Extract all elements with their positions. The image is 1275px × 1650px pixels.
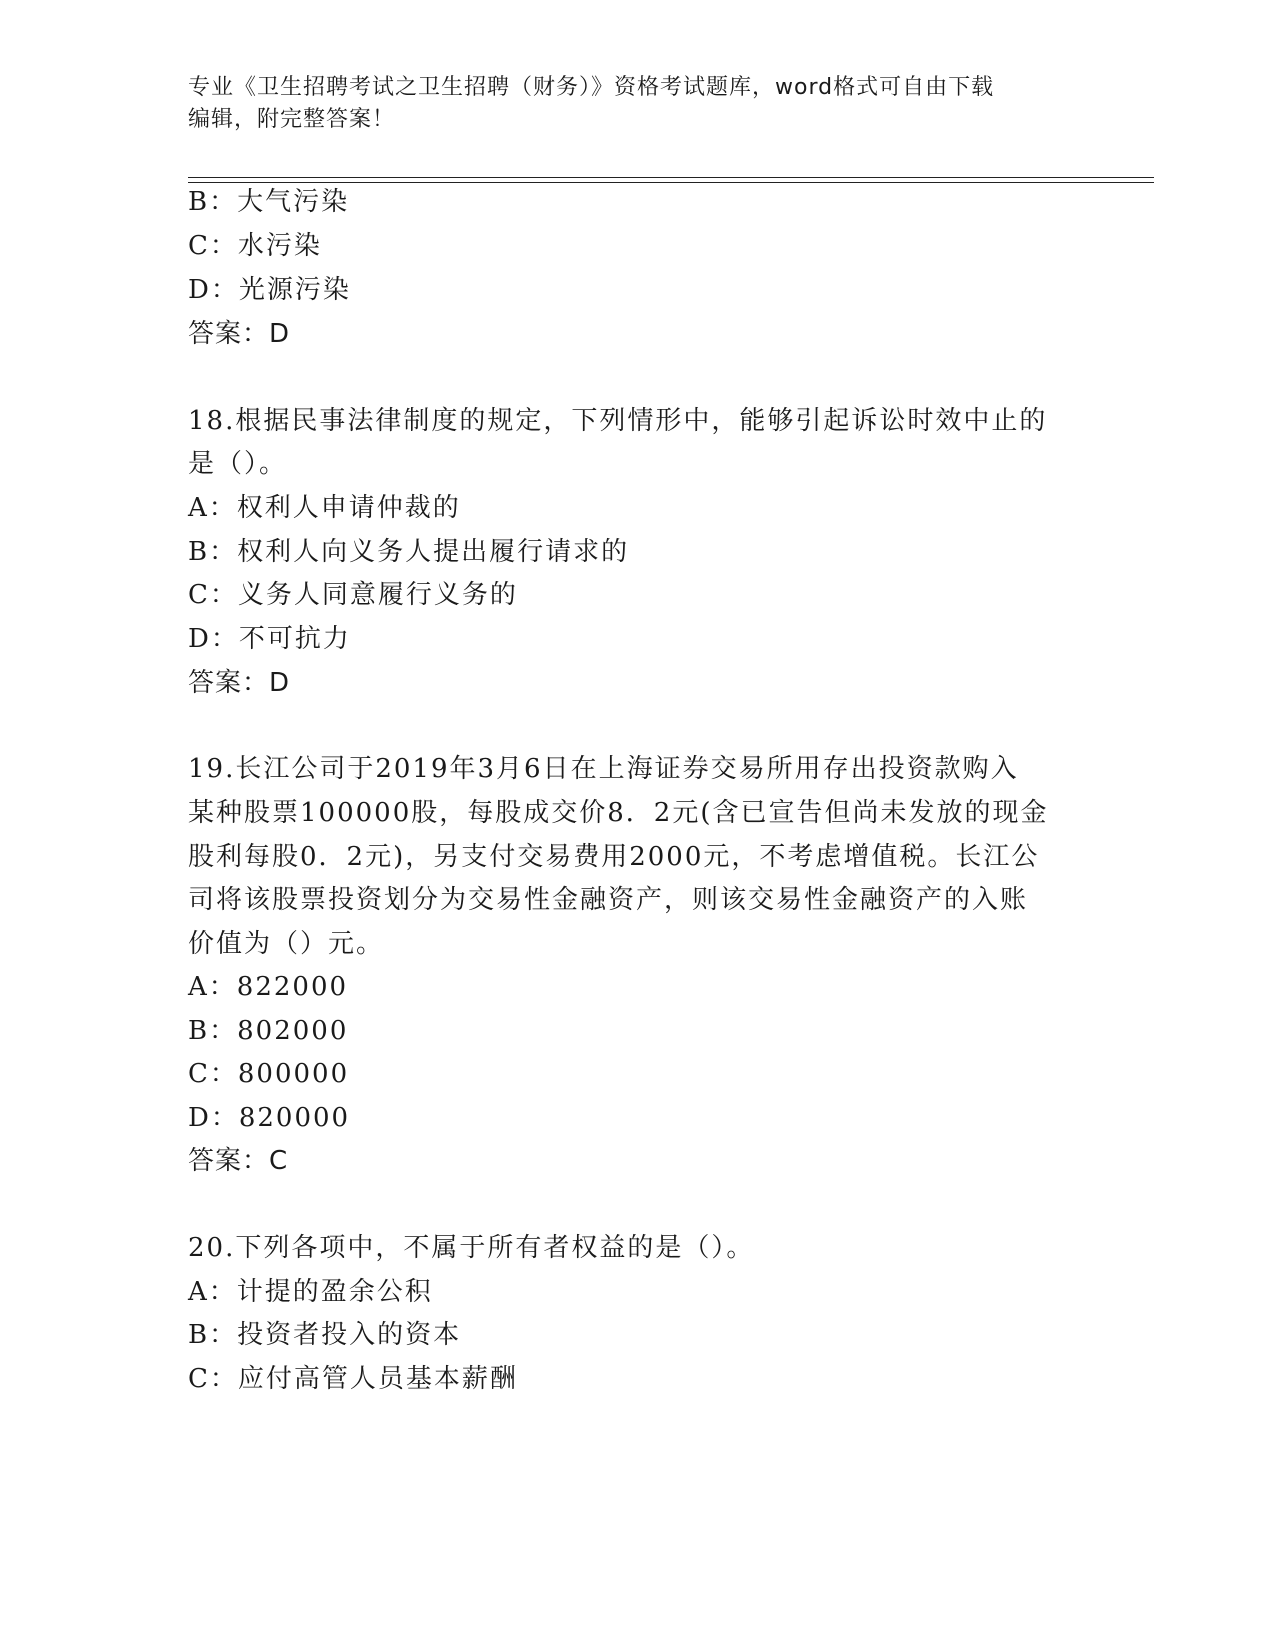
q19-option-d: D：820000: [188, 1103, 351, 1133]
q18-option-c: C：义务人同意履行义务的: [188, 580, 518, 610]
q19-option-b: B：802000: [188, 1016, 349, 1046]
q19-option-a: A：822000: [188, 972, 349, 1002]
q17-option-d: D：光源污染: [188, 275, 351, 305]
q19-answer: 答案：C: [188, 1146, 289, 1176]
q20-option-c: C：应付高管人员基本薪酬: [188, 1364, 518, 1394]
header-line-1: 专业《卫生招聘考试之卫生招聘（财务）》资格考试题库，word格式可自由下载: [188, 75, 995, 100]
q17-option-b: B：大气污染: [188, 187, 350, 217]
q17-answer: 答案：D: [188, 319, 291, 349]
q20-stem-line-1: 20.下列各项中，不属于所有者权益的是（）。: [188, 1233, 755, 1263]
header-line-2: 编辑，附完整答案！: [188, 107, 396, 132]
q18-answer: 答案：D: [188, 668, 291, 698]
q17-option-c: C：水污染: [188, 231, 322, 261]
header-divider-top: [188, 177, 1154, 178]
q19-stem-line-1: 19.长江公司于2019年3月6日在上海证券交易所用存出投资款购入: [188, 754, 1019, 784]
q18-stem-line-1: 18.根据民事法律制度的规定，下列情形中，能够引起诉讼时效中止的: [188, 406, 1048, 436]
q19-stem-line-5: 价值为（）元。: [188, 929, 385, 959]
q18-stem-line-2: 是（）。: [188, 449, 288, 479]
q20-option-b: B：投资者投入的资本: [188, 1320, 462, 1350]
header-divider-bottom: [188, 182, 1154, 183]
q19-option-c: C：800000: [188, 1059, 350, 1089]
q19-stem-line-3: 股利每股0．2元)，另支付交易费用2000元，不考虑增值税。长江公: [188, 842, 1040, 872]
q20-option-a: A：计提的盈余公积: [188, 1277, 433, 1307]
q19-stem-line-2: 某种股票100000股，每股成交价8．2元(含已宣告但尚未发放的现金: [188, 798, 1049, 828]
q18-option-a: A：权利人申请仲裁的: [188, 493, 461, 523]
q18-option-b: B：权利人向义务人提出履行请求的: [188, 537, 630, 567]
document-header: [188, 72, 1068, 136]
q19-stem-line-4: 司将该股票投资划分为交易性金融资产，则该交易性金融资产的入账: [188, 885, 1029, 915]
q18-option-d: D：不可抗力: [188, 624, 351, 654]
